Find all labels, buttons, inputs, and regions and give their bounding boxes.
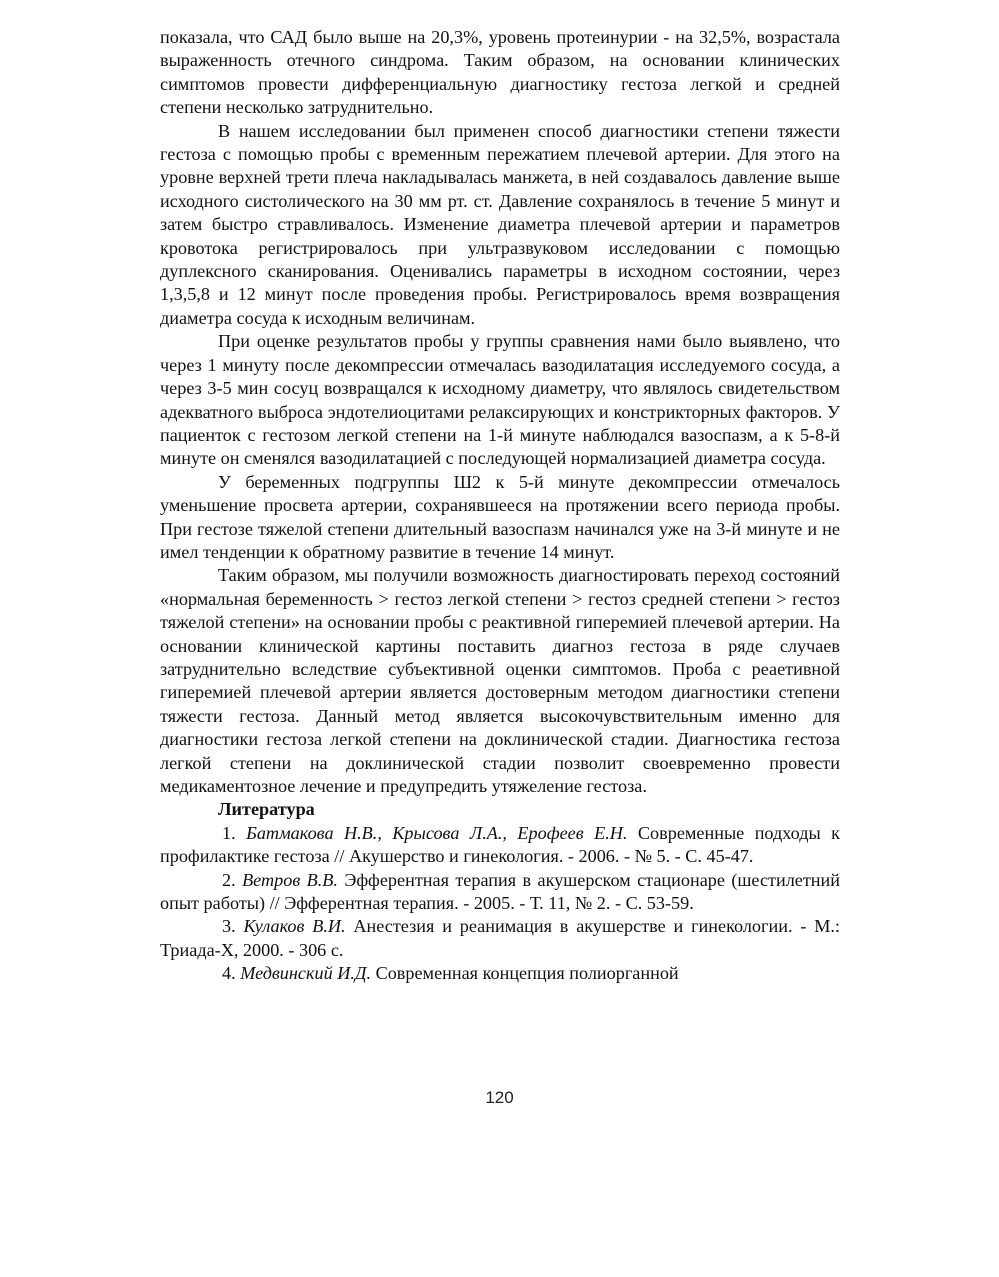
reference-number: 4. [222,963,236,984]
paragraph-1: показала, что САД было выше на 20,3%, уровень протеинурии - на 32,5%, возрастала выраженность отечного синдрома. Таким образом, на основании клинических симптомов провести дифференциальную диагностику гестоза легкой и средней степени несколько затруднительно. [160,27,840,118]
reference-item [160,962,840,985]
reference-author: Батмакова Н.В., Крысова Л.А., Ерофеев Е.Н. [246,822,628,843]
reference-number: 3. [222,916,236,937]
reference-item [160,869,840,916]
reference-number: 2. [222,869,236,890]
document-body [160,26,840,986]
paragraph-2: В нашем исследовании был применен способ диагностики степени тяжести гестоза с помощью пробы с временным пережатием плечевой артерии. Для этого на уровне верхней трети плеча накладывалась манжета, в ней создавалось давление выше исходного систолического на 30 мм рт. ст. Давление сохранялось в течение 5 минут и затем быстро стравливалось. Изменение диаметра плечевой артерии и параметров кровотока регистрировалось при ультразвуковом исследовании с помощью дуплексного сканирования. Оценивались параметры в исходном состоянии, через 1,3,5,8 и 12 минут после проведения пробы. Регистрировалось время возвращения диаметра сосуда к исходным величинам. [160,120,840,328]
reference-number: 1. [222,822,236,843]
paragraph-3: При оценке результатов пробы у группы сравнения нами было выявлено, что через 1 минуту после декомпрессии отмечалась вазодилатация исследуемого сосуда, а через 3-5 мин сосуц возвращался к исходному диаметру, что являлось свидетельством адекватного выброса эндотелиоцитами релаксирующих и констрикторных факторов. У пациенток с гестозом легкой степени на 1-й минуте наблюдался вазоспазм, а к 5-8-й минуте он сменялся вазодилатацией с последующей нормализацией диаметра сосуда. [160,331,840,469]
paragraph-5: Таким образом, мы получили возможность диагностировать переход состояний «нормальная беременность > гестоз легкой степени > гестоз средней степени > гестоз тяжелой степени» на основании пробы с реактивной гиперемией плечевой артерии. На основании клинической картины поставить диагноз гестоза в ряде случаев затруднительно вследствие субъективной оценки симптомов. Проба с реаетивной гиперемией плечевой артерии является достоверным методом диагностики степени тяжести гестоза. Данный метод является высокочувствительным именно для диагностики гестоза легкой степени на доклинической стадии. Диагностика гестоза легкой степени на доклинической стадии позволит своевременно провести медикаментозное лечение и предупредить утяжеление гестоза. [160,565,840,796]
reference-author: Кулаков В.И. [243,916,346,937]
reference-text: Эфферентная терапия в акушерском стационаре (шестилетний опыт работы) // Эфферентная терапия. - 2005. - Т. 11, № 2. - С. 53-59. [160,869,841,914]
reference-text: Современная концепция полиорганной [375,963,679,984]
reference-author: Медвинский И.Д. [240,963,372,984]
reference-text: Современные подходы к профилактике гестоза // Акушерство и гинекология. - 2006. - № 5. - С. 45-47. [160,822,841,867]
paragraph-4: У беременных подгруппы Ш2 к 5-й минуте декомпрессии отмечалось уменьшение просвета артерии, сохранявшееся на протяжении всего периода пробы. При гестозе тяжелой степени длительный вазоспазм начинался уже на 3-й минуте и не имел тенденции к обратному развитие в течение 14 минут. [160,471,840,562]
references-heading: Литература [218,799,315,820]
reference-author: Ветров В.В. [242,869,338,890]
reference-text: Анестезия и реанимация в акушерстве и гинекологии. - М.: Триада-Х, 2000. - 306 с. [160,916,840,960]
reference-item [160,915,840,962]
page-number: 120 [485,1088,514,1107]
reference-item [160,822,840,869]
